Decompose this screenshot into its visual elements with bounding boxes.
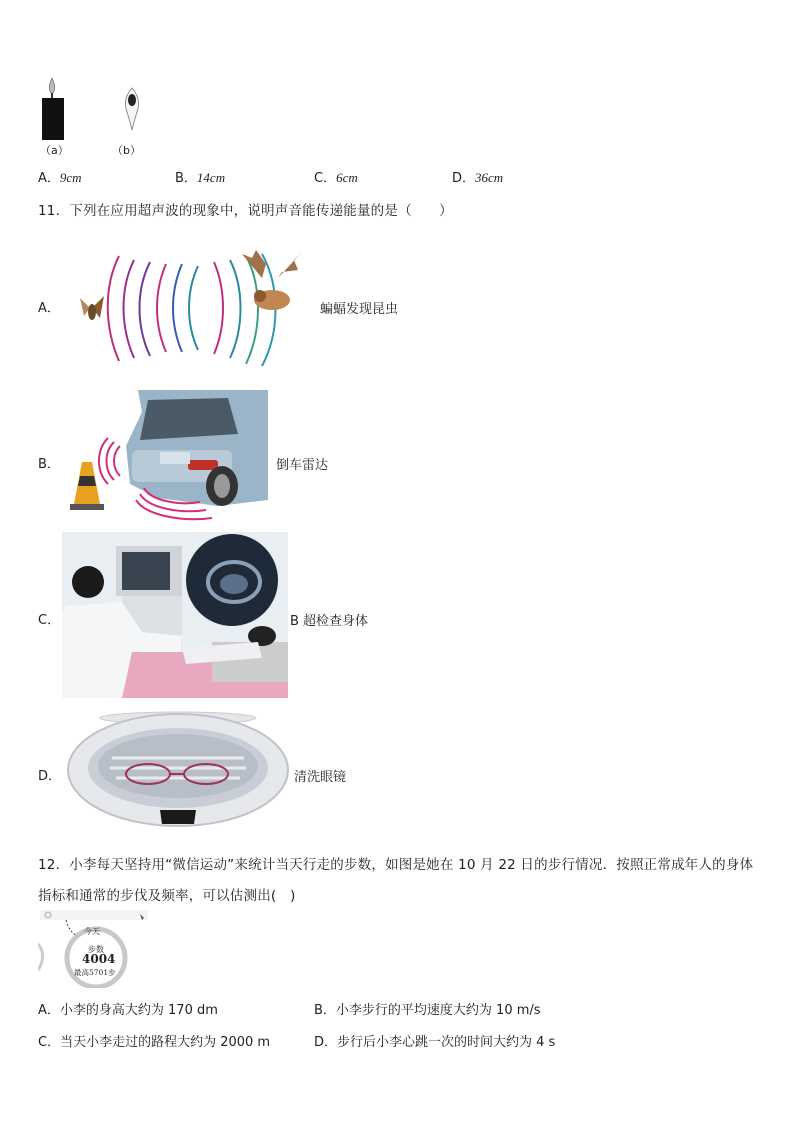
q11-option-b-letter[interactable]: B． [38,457,60,472]
option-letter: B． [175,171,197,186]
option-value: 6cm [336,170,358,185]
ultrasound-exam-photo [62,532,288,698]
q10-option-a[interactable] [38,167,82,186]
option-value: 36cm [475,170,504,185]
q12-stem-line2: 指标和通常的步伐及频率，可以估测出( ) [38,888,296,904]
q11-option-b-caption: 倒车雷达 [276,458,329,473]
q11-option-a-caption: 蝙蝠发现昆虫 [320,302,399,317]
option-letter: A． [38,171,60,186]
steps-label: 步数 [88,945,104,954]
steps-value: 4004 [82,952,116,966]
option-value: 14cm [196,170,226,185]
option-letter: C． [314,171,337,186]
candle-flame-figure-b [121,86,143,132]
car-parking-radar-illustration [68,390,270,526]
q12-option-d[interactable]: D．步行后小李心跳一次的时间大约为 4 s [314,1035,556,1050]
q12-option-c[interactable]: C．当天小李走过的路程大约为 2000 m [38,1035,271,1050]
q12-option-b[interactable]: B．小李步行的平均速度大约为 10 m/s [314,1003,541,1018]
candle-figure-a [38,76,68,142]
figure-b-label: （b） [112,144,141,157]
q12-option-a[interactable]: A．小李的身高大约为 170 dm [38,1003,218,1018]
q11-option-c-letter[interactable]: C． [38,613,61,628]
q10-option-b[interactable] [175,167,225,186]
q10-option-d[interactable] [452,167,503,186]
q11-stem: 11．下列在应用超声波的现象中，说明声音能传递能量的是（ ） [38,203,453,219]
ultrasonic-cleaner-photo [66,710,290,836]
bat-echolocation-illustration [74,246,314,370]
q11-option-a-letter[interactable]: A． [38,301,60,316]
wechat-steps-figure [38,908,150,988]
best-steps-label: 最高5701步 [74,968,116,977]
q11-option-c-caption: B 超检查身体 [290,614,369,629]
q11-option-d-caption: 清洗眼镜 [294,770,347,785]
today-label: 今天 [84,927,100,936]
figure-a-label: （a） [40,144,69,157]
q10-option-c[interactable] [314,167,358,186]
q11-option-d-letter[interactable]: D． [38,769,62,784]
q12-stem-line1: 12．小李每天坚持用“微信运动”来统计当天行走的步数，如图是她在 10 月 22 日的步行情况．按照正常成年人的身体 [38,857,754,873]
option-value: 9cm [59,170,82,185]
option-letter: D． [452,171,476,186]
